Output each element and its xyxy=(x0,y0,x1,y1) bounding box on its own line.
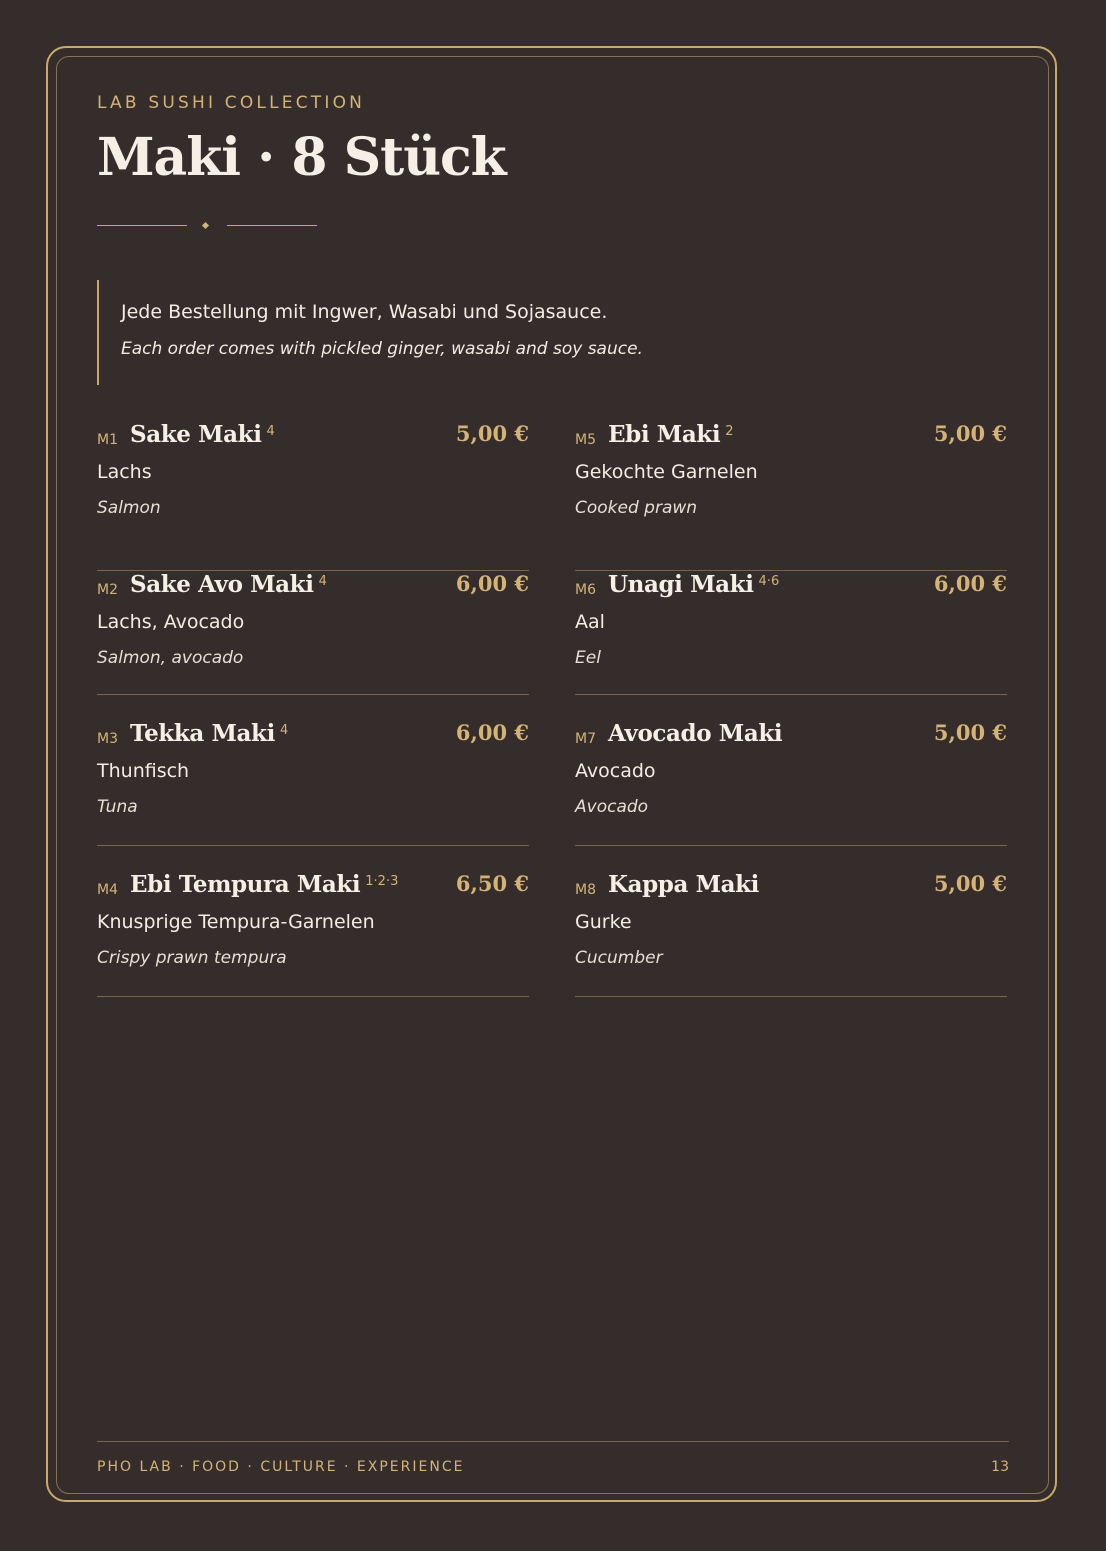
item-allergens: 4·6 xyxy=(758,574,780,589)
item-price: 6,00 € xyxy=(455,720,529,745)
item-description-de: Gurke xyxy=(575,911,632,933)
item-code: M2 xyxy=(97,582,118,598)
item-code: M4 xyxy=(97,882,118,898)
item-description-en: Cucumber xyxy=(575,948,663,968)
item-price: 5,00 € xyxy=(933,421,1007,446)
menu-item xyxy=(575,571,1007,695)
item-name: Ebi Maki $^2$ xyxy=(608,421,734,448)
item-allergens: 4 xyxy=(266,424,275,439)
item-description-en: Salmon, avocado xyxy=(97,648,244,668)
item-price: 5,00 € xyxy=(933,720,1007,745)
ornament-line-left xyxy=(97,225,187,226)
item-description-de: Avocado xyxy=(575,760,656,782)
ornament-line-right xyxy=(227,225,317,226)
item-code: M3 xyxy=(97,731,118,747)
item-name: Tekka Maki $^4$ xyxy=(130,720,289,747)
item-price: 5,00 € xyxy=(933,871,1007,896)
item-allergens: 4 xyxy=(279,723,289,738)
item-description-de: Lachs xyxy=(97,461,152,483)
menu-item xyxy=(97,871,529,997)
title-ornament xyxy=(97,218,317,234)
item-code: M1 xyxy=(97,432,118,448)
item-description-de: Lachs, Avocado xyxy=(97,611,245,633)
footer-divider xyxy=(97,1441,1009,1442)
menu-item xyxy=(575,421,1007,571)
menu-item xyxy=(97,571,529,695)
item-description-de: Knusprige Tempura-Garnelen xyxy=(97,911,375,933)
page-title: Maki · 8 Stück xyxy=(97,127,506,188)
menu-item xyxy=(97,421,529,571)
item-allergens: 1·2·3 xyxy=(365,874,399,889)
item-description-de: Gekochte Garnelen xyxy=(575,461,758,483)
item-description-en: Avocado xyxy=(575,797,649,817)
item-name: Unagi Maki $^{4\cdot 6}$ xyxy=(608,571,780,598)
page-number: 13 xyxy=(991,1459,1009,1475)
item-name: Avocado Maki xyxy=(608,720,783,747)
item-code: M6 xyxy=(575,582,596,598)
item-description-en: Eel xyxy=(575,648,601,668)
item-price: 5,00 € xyxy=(455,421,529,446)
item-code: M7 xyxy=(575,731,596,747)
item-description-en: Crispy prawn tempura xyxy=(97,948,287,968)
item-name: Kappa Maki xyxy=(608,871,760,898)
item-description-de: Aal xyxy=(575,611,605,633)
menu-item xyxy=(97,720,529,846)
menu-item xyxy=(575,720,1007,846)
item-code: M5 xyxy=(575,432,596,448)
section-eyebrow: LAB SUSHI COLLECTION xyxy=(97,93,366,113)
item-price: 6,00 € xyxy=(455,571,529,596)
intro-text-de: Jede Bestellung mit Ingwer, Wasabi und Sojasauce. xyxy=(121,301,608,323)
item-price: 6,50 € xyxy=(455,871,529,896)
item-description-en: Cooked prawn xyxy=(575,498,698,518)
menu-item xyxy=(575,871,1007,997)
item-description-de: Thunfisch xyxy=(97,760,190,782)
intro-note xyxy=(97,280,697,385)
item-name: Sake Avo Maki $^4$ xyxy=(130,571,327,598)
intro-text-en: Each order comes with pickled ginger, wasabi and soy sauce. xyxy=(121,339,643,359)
item-allergens: 4 xyxy=(318,574,327,589)
item-allergens: 2 xyxy=(725,424,734,439)
item-price: 6,00 € xyxy=(933,571,1007,596)
item-code: M8 xyxy=(575,882,596,898)
item-name: Sake Maki $^4$ xyxy=(130,421,275,448)
item-description-en: Salmon xyxy=(97,498,161,518)
item-name: Ebi Tempura Maki $^{1\cdot 2\cdot 3}$ xyxy=(130,871,399,898)
footer-tagline: PHO LAB · FOOD · CULTURE · EXPERIENCE xyxy=(97,1459,465,1475)
diamond-icon xyxy=(202,222,209,229)
item-description-en: Tuna xyxy=(97,797,138,817)
